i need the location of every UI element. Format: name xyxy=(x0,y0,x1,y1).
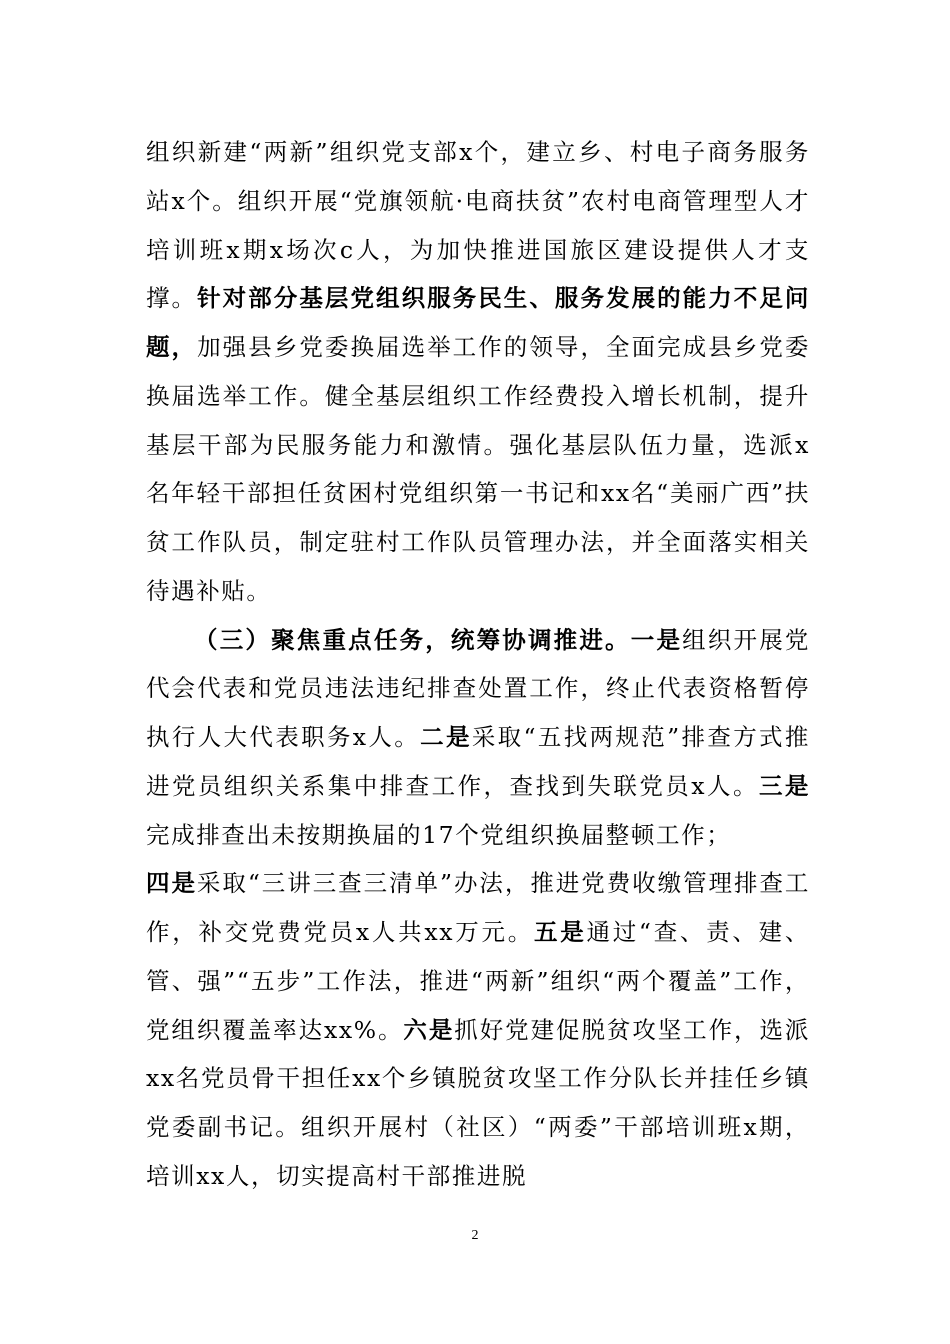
paragraph-1-text-a: 组织新建“两新”组织党支部x个，建立乡、村电子商务服务站x个。组织开展“党旗领航·电商扶贫”农村电商管理型人才培训班x期x场次c人，为加快推进国旅区建设提供人才支撑。 xyxy=(146,138,810,313)
paragraph-1-bold-heading: 针对部分基层党组织服务民生、服务发展的能力不足问题， xyxy=(146,284,811,361)
paragraph-1 xyxy=(146,128,810,616)
item-2-label: 二是 xyxy=(420,723,472,751)
item-4-label: 四是 xyxy=(146,869,197,898)
item-6-text: 抓好党建促脱贫攻坚工作，选派xx名党员骨干担任xx个乡镇脱贫攻坚工作分队长并挂任乡镇党委副书记。组织开展村（社区）“两委”干部培训班x期，培训xx人，切实提高村干部推进脱 xyxy=(146,1015,811,1190)
item-2-text: 采取“五找两规范”排查方式推进党员组织关系集中排查工作，查找到失联党员x人。 xyxy=(146,723,810,800)
item-5-label: 五是 xyxy=(533,918,587,946)
paragraph-2 xyxy=(146,616,810,1201)
item-4-text: 采取“三讲三查三清单”办法，推进党费收缴管理排查工作，补交党费党员x人共xx万元。 xyxy=(146,869,811,946)
section-heading-3: （三）聚焦重点任务，统筹协调推进。一是 xyxy=(194,625,683,654)
item-3-text: 完成排查出未按期换届的17个党组织换届整顿工作； xyxy=(146,820,732,849)
item-1-text: 组织开展党代会代表和党员违法违纪排查处置工作，终止代表资格暂停执行人大代表职务x人。 xyxy=(146,625,811,751)
item-5-text: 通过“查、责、建、管、强”“五步”工作法，推进“两新”组织“两个覆盖”工作，党组织覆盖率达xx%。 xyxy=(146,918,810,1044)
page-number: 2 xyxy=(471,1228,479,1243)
item-6-label: 六是 xyxy=(403,1015,455,1044)
document-body xyxy=(146,128,810,1201)
item-3-label: 三是 xyxy=(758,771,811,800)
paragraph-1-text-b: 加强县乡党委换届选举工作的领导，全面完成县乡党委换届选举工作。健全基层组织工作经费投入增长机制，提升基层干部为民服务能力和激情。强化基层队伍力量，选派x名年轻干部担任贫困村党组织第一书记和xx名“美丽广西”扶贫工作队员，制定驻村工作队员管理办法，并全面落实相关待遇补贴。 xyxy=(146,333,811,605)
